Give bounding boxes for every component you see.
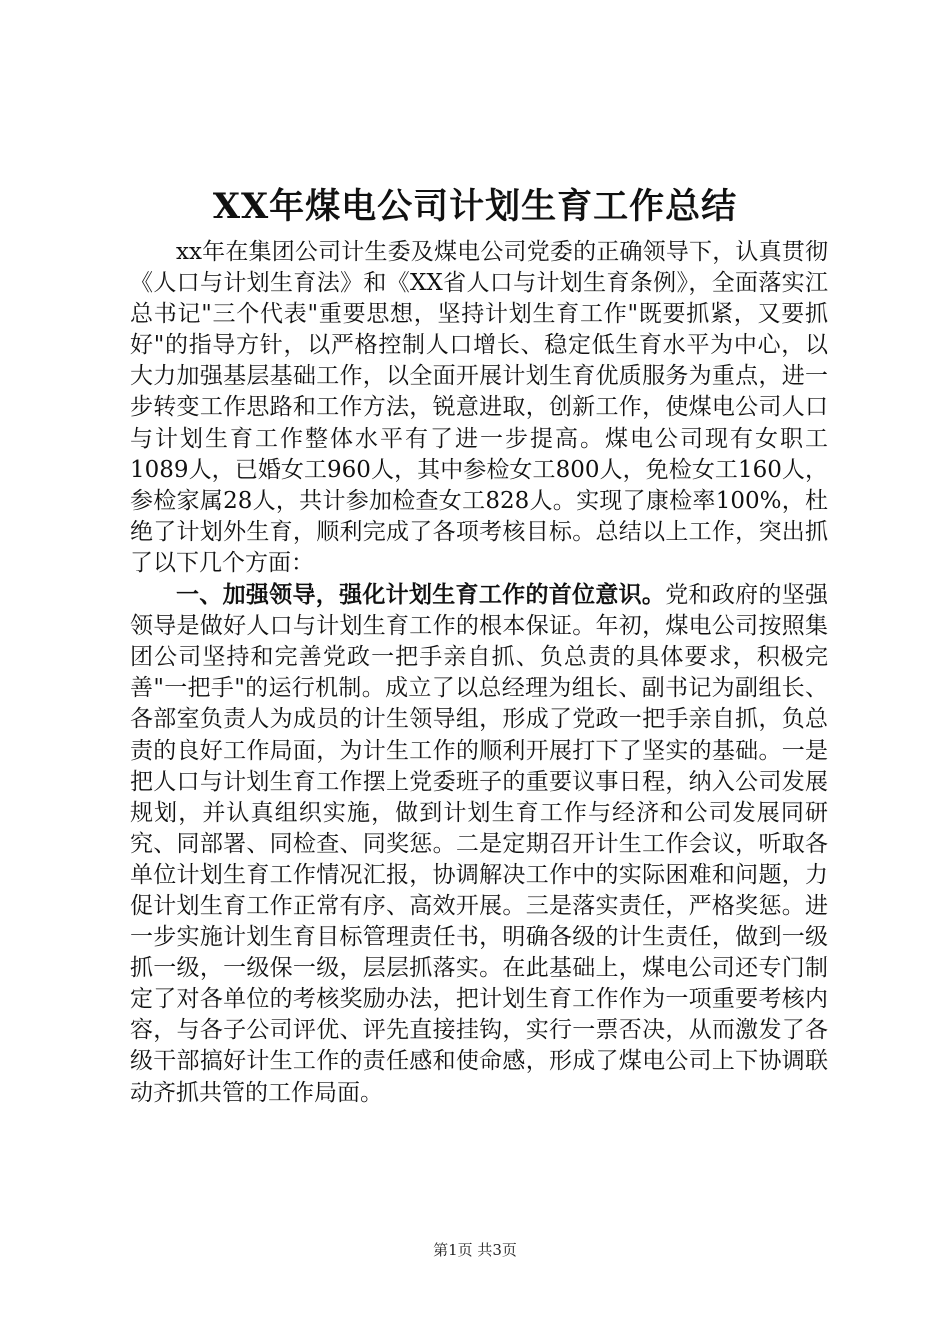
section-1-heading: 一、加强领导，强化计划生育工作的首位意识。 [176, 581, 666, 609]
document-title: XX年煤电公司计划生育工作总结 [212, 186, 738, 227]
paragraph-section-1 [130, 579, 828, 1109]
section-1-text: 党和政府的坚强领导是做好人口与计划生育工作的根本保证。年初，煤电公司按照集团公司坚持和完善党政一把手亲自抓、负总责的具体要求，积极完善"一把手"的运行机制。成立了以总经理为组长、副书记为副组长、各部室负责人为成员的计生领导组，形成了党政一把手亲自抓，负总责的良好工作局面，为计生工作的顺利开展打下了坚实的基础。一是把人口与计划生育工作摆上党委班子的重要议事日程，纳入公司发展规划，并认真组织实施，做到计划生育工作与经济和公司发展同研究、同部署、同检查、同奖惩。二是定期召开计生工作会议，听取各单位计划生育工作情况汇报，协调解决工作中的实际困难和问题，力促计划生育工作正常有序、高效开展。三是落实责任，严格奖惩。进一步实施计划生育目标管理责任书，明确各级的计生责任，做到一级抓一级，一级保一级，层层抓落实。在此基础上，煤电公司还专门制定了对各单位的考核奖励办法，把计划生育工作作为一项重要考核内容，与各子公司评优、评先直接挂钩，实行一票否决，从而激发了各级干部搞好计生工作的责任感和使命感，形成了煤电公司上下协调联动齐抓共管的工作局面。 [130, 582, 829, 1106]
page-number-footer: 第1页 共3页 [433, 1241, 517, 1259]
paragraph-intro-text: xx年在集团公司计生委及煤电公司党委的正确领导下，认真贯彻《人口与计划生育法》和《XX省人口与计划生育条例》，全面落实江总书记"三个代表"重要思想，坚持计划生育工作"既要抓紧，又要抓好"的指导方针，以严格控制人口增长、稳定低生育水平为中心，以大力加强基层基础工作，以全面开展计划生育优质服务为重点，进一步转变工作思路和工作方法，锐意进取，创新工作，使煤电公司人口与计划生育工作整体水平有了进一步提高。煤电公司现有女职工1089人，已婚女工960人，其中参检女工800人，免检女工160人，参检家属28人，共计参加检查女工828人。实现了康检率100%，杜绝了计划外生育，顺利完成了各项考核目标。总结以上工作，突出抓了以下几个方面： [130, 239, 828, 576]
document-body [130, 236, 828, 1109]
paragraph-intro [130, 236, 828, 579]
